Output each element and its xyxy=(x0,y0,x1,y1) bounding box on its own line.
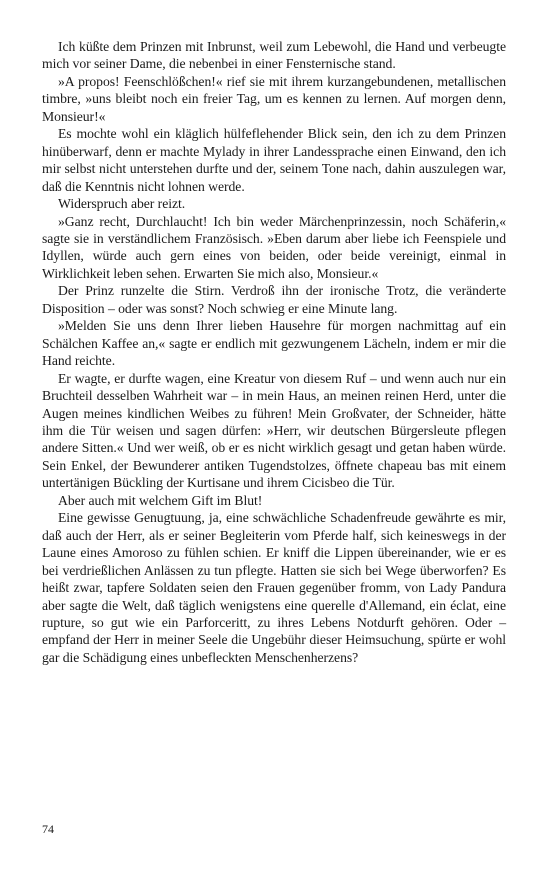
paragraph: Eine gewisse Genugtuung, ja, eine schwächliche Schadenfreude gewährte es mir, daß auch der Herr, als er seiner Begleiterin vom Pferde half, sich keineswegs in der Laune eines Amoroso zu fühlen schien. Er kniff die Lippen übereinander, wie er es bei verdrießlichen Anlässen zu tun pflegte. Hatten sie sich bei Wege überworfen? Es heißt zwar, tapfere Soldaten seien den Frauen gegenüber fromm, von Lady Pandura aber sagte die Welt, daß täglich wenigstens eine querelle d'Allemand, ein éclat, eine rupture, so gut wie ein Parforceritt, zu ihres Lebens Notdurft gehören. Oder – empfand der Herr in meiner Seele die Ungebühr dieser Heimsuchung, spürte er wohl gar die Schädigung eines unbefleckten Menschenherzens? xyxy=(42,510,506,665)
paragraph: Aber auch mit welchem Gift im Blut! xyxy=(58,492,263,508)
paragraph: Er wagte, er durfte wagen, eine Kreatur von diesem Ruf – und wenn auch nur ein Bruchteil desselben Wahrheit war – in mein Haus, an meinen reinen Herd, unter die Augen meines kindlichen Weibes zu führen! Mein Großvater, der Schneider, hätte ihm die Tür weisen und sagen dürfen: »Herr, wir deutschen Bürgersleute pflegen andere Sitten.« Und wer weiß, ob er es nicht wirklich gesagt und getan haben würde. Sein Enkel, der Bewunderer antiken Tugendstolzes, öffnete chapeau bas mit einem untertänigen Bückling der Kurtisane und ihrem Cicisbeo die Tür. xyxy=(42,370,506,491)
paragraph: Widerspruch aber reizt. xyxy=(58,196,186,212)
page-number: 74 xyxy=(42,822,54,836)
paragraph: »Melden Sie uns denn Ihrer lieben Hausehre für morgen nachmittag auf ein Schälchen Kaffee an,« sagte er endlich mit gezwungenem Lächeln, indem er mir die Hand reichte. xyxy=(42,318,506,369)
page-body xyxy=(42,38,506,666)
paragraph: Der Prinz runzelte die Stirn. Verdroß ihn der ironische Trotz, die veränderte Disposition – oder was sonst? Noch schwieg er eine Minute lang. xyxy=(42,283,506,316)
paragraph: »A propos! Feenschlößchen!« rief sie mit ihrem kurzangebundenen, metallischen timbre, »uns bleibt noch ein freier Tag, um es kennen zu lernen. Auf morgen denn, Monsieur!« xyxy=(42,73,506,124)
paragraph: Ich küßte dem Prinzen mit Inbrunst, weil zum Lebewohl, die Hand und verbeugte mich vor seiner Dame, die nebenbei in einer Fensternische stand. xyxy=(42,39,506,72)
paragraph: »Ganz recht, Durchlaucht! Ich bin weder Märchenprinzessin, noch Schäferin,« sagte sie in verständlichem Französisch. »Eben darum aber liebe ich Feenspiele und Idyllen, würde auch gern eines von beiden, oder beide vereinigt, einmal in Wirklichkeit leben sehen. Erwarten Sie mich also, Monsieur.« xyxy=(42,213,506,281)
paragraph: Es mochte wohl ein kläglich hülfeflehender Blick sein, den ich zu dem Prinzen hinüberwarf, denn er machte Mylady in ihrer Landessprache einen Einwand, den ich mir selbst nicht unterstehen durfte und der, seinem Tone nach, dahin auszulegen war, daß die Kenntnis nicht lohnen werde. xyxy=(42,126,506,194)
